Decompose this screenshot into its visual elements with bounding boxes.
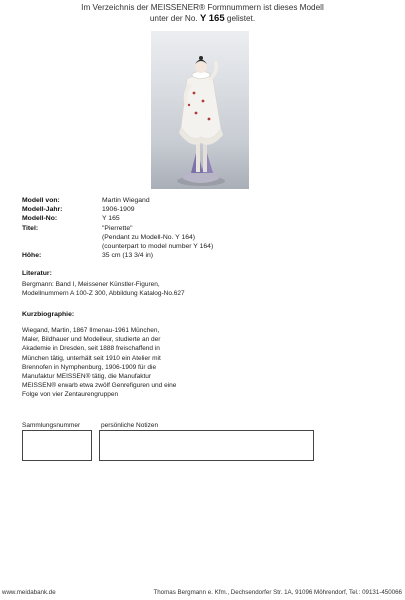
literature-heading: Literatur: bbox=[22, 270, 52, 277]
spec-row-title: Titel: "Pierrette" (Pendant zu Modell-No. Y 164) (counterpart to model number Y 164) bbox=[22, 224, 214, 251]
personal-notes-box[interactable] bbox=[99, 430, 314, 461]
spec-row-model-no: Modell-No: Y 165 bbox=[22, 215, 120, 223]
model-number-highlight: Y 165 bbox=[199, 13, 225, 24]
model-specs-table bbox=[22, 196, 342, 260]
spec-row-model-by: Modell von: Martin Wiegand bbox=[22, 197, 150, 204]
footer-website[interactable]: www.meidabank.de bbox=[2, 589, 56, 596]
biography-heading: Kurzbiographie: bbox=[22, 311, 75, 318]
page-header bbox=[0, 2, 405, 24]
porcelain-figure-photo bbox=[151, 31, 249, 189]
biography-text: Wiegand, Martin, 1867 Ilmenau-1961 München, Maler, Bildhauer und Modelleur, studierte an der Akademie in Dresden, seit 1888 freischaffend in München tätig, unterhält seit 1910 ein Atelier mit Brennofen in Nymphenburg, 1906-1909 für die Manufaktur MEISSEN® tätig, die Manufaktur MEISSEN® erwarb etwa zwölf Genrefiguren und eine Folge von vier Zentaurengruppen bbox=[22, 327, 177, 399]
footer-address: Thomas Bergmann e. Kfm., Dechsendorfer Str. 1A, 91096 Möhrendorf, Tel.: 09131-450066 bbox=[153, 589, 402, 596]
personal-notes-label: persönliche Notizen bbox=[101, 422, 159, 429]
header-line-1: Im Verzeichnis der MEISSENER® Formnummern ist dieses Modell bbox=[81, 3, 324, 12]
literature-text: Bergmann: Band I, Meissener Künstler-Figuren, Modellnummern A 100-Z 300, Abbildung Katalog-No.627 bbox=[22, 281, 185, 298]
spec-row-height: Höhe: 35 cm (13 3/4 in) bbox=[22, 252, 153, 260]
header-line-2: unter der No. Y 165 gelistet. bbox=[149, 13, 256, 24]
collection-number-box[interactable] bbox=[22, 430, 92, 461]
collection-number-label: Sammlungsnummer bbox=[22, 422, 81, 429]
spec-row-model-year: Modell-Jahr: 1906-1909 bbox=[22, 206, 135, 214]
